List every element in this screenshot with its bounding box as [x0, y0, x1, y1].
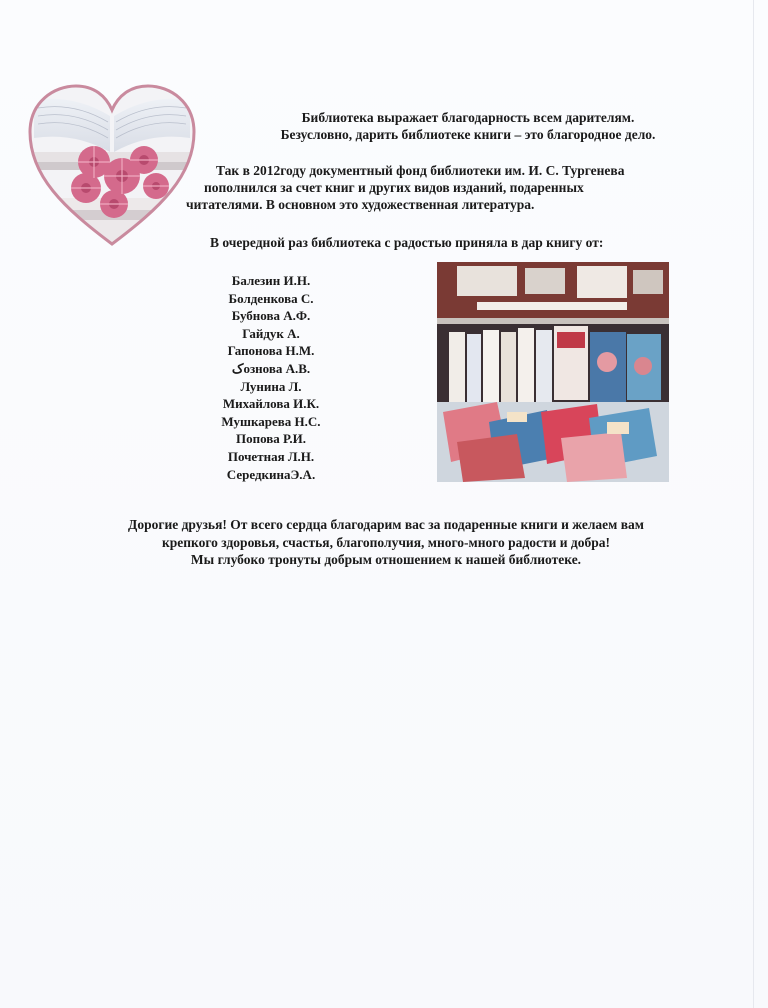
- donor-name: Мушкарева Н.С.: [221, 413, 321, 429]
- donor-list: [196, 272, 346, 483]
- heart-image: [24, 80, 200, 252]
- intro: [238, 109, 698, 143]
- donors-lead: В очередной раз библиотека с радостью приняла в дар книгу от:: [210, 235, 604, 250]
- paragraph-line-3: читателями. В основном это художественная литература.: [186, 197, 535, 212]
- donor-name: Лунина Л.: [240, 378, 302, 394]
- closing-line-3: Мы глубоко тронуты добрым отношением к нашей библиотеке.: [190, 552, 582, 567]
- page-edge: [753, 0, 754, 1008]
- donor-name: Почетная Л.Н.: [227, 448, 315, 464]
- donated-books-photo: [437, 262, 669, 482]
- donor-name: Гайдук А.: [242, 325, 300, 341]
- donor-name: Гапонова Н.М.: [227, 343, 315, 359]
- fund-paragraph: [180, 162, 700, 213]
- donor-name: СередкинаЭ.А.: [226, 466, 316, 482]
- donor-name: Михайлова И.К.: [222, 396, 320, 412]
- closing-message: [96, 516, 676, 569]
- intro-line-1: Библиотека выражает благодарность всем дарителям.: [301, 110, 635, 125]
- donor-name: Балезин И.Н.: [231, 273, 311, 288]
- closing-line-2: крепкого здоровья, счастья, благополучия, много-много радости и добра!: [161, 534, 611, 550]
- donor-name: کознова А.В.: [231, 360, 311, 376]
- paragraph-line-2: пополнился за счет книг и других видов изданий, подаренных: [204, 180, 584, 195]
- donor-name: Бубнова А.Ф.: [231, 308, 311, 324]
- paragraph-line-1: Так в 2012году документный фонд библиотеки им. И. С. Тургенева: [216, 163, 625, 178]
- closing-line-1: Дорогие друзья! От всего сердца благодарим вас за подаренные книги и желаем вам: [128, 517, 644, 532]
- donor-name: Болденкова С.: [228, 290, 314, 306]
- donor-name: Попова Р.И.: [236, 431, 306, 447]
- intro-line-2: Безусловно, дарить библиотеке книги – это благородное дело.: [280, 127, 656, 142]
